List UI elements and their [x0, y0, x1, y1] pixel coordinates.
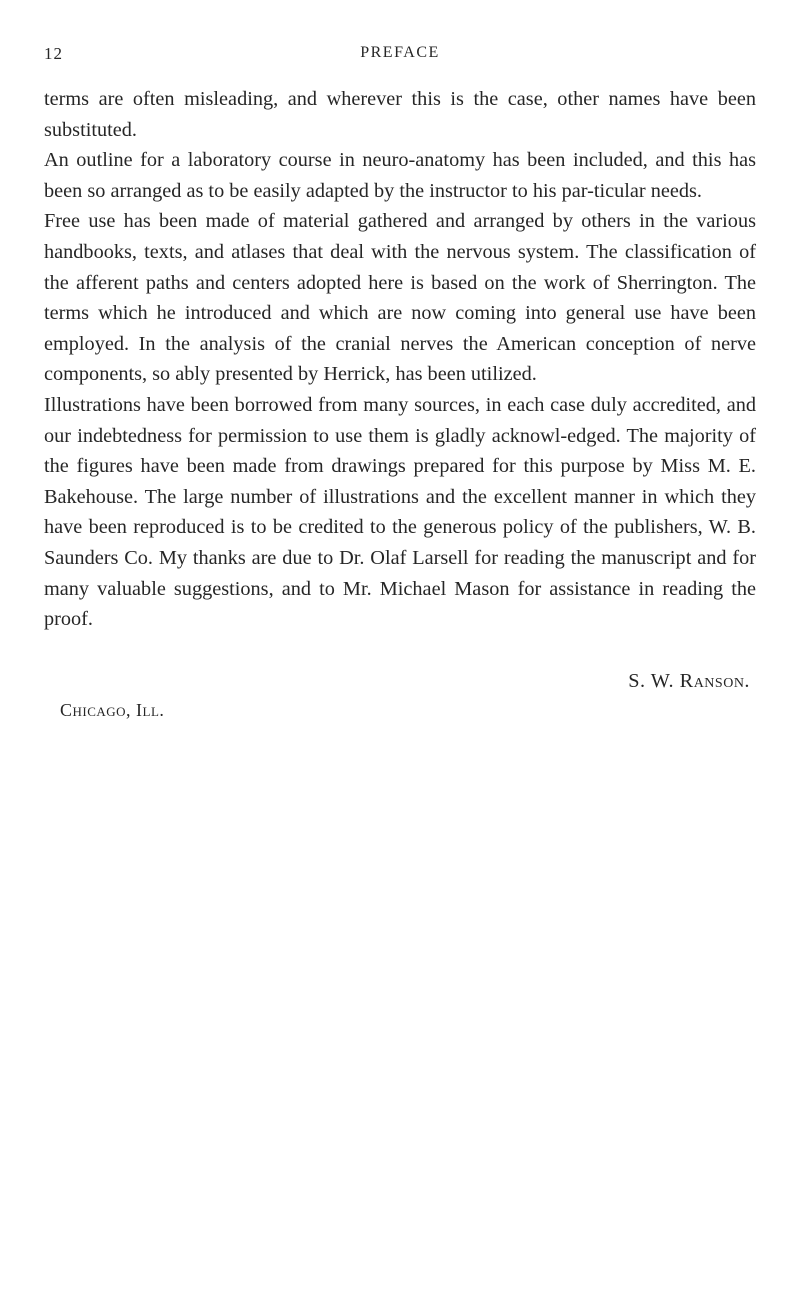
paragraph-laboratory-course: An outline for a laboratory course in neuro-anatomy has been included, and this has been so arranged as to be easily adapted by the instructor to his par-ticular needs. [44, 149, 756, 202]
paragraph-illustrations: Illustrations have been borrowed from many sources, in each case duly accredited, and our indebtedness for permission to use them is gladly acknowl-edged. The majority of the figures have been made from drawings prepared for this purpose by Miss M. E. Bakehouse. The large number of illustrations and the excellent manner in which they have been reproduced is to be credited to the generous policy of the publishers, W. B. Saunders Co. My thanks are due to Dr. Olaf Larsell for reading the manuscript and for many valuable suggestions, and to Mr. Michael Mason for assistance in reading the proof. [44, 393, 756, 631]
paragraph-sources: Free use has been made of material gathered and arranged by others in the various handbooks, texts, and atlases that deal with the nervous system. The classification of the afferent paths and centers adopted here is based on the work of Sherrington. The terms which he introduced and which are now coming into general use have been employed. In the analysis of the cranial nerves the American conception of nerve components, so ably presented by Herrick, has been utilized. [44, 210, 756, 386]
author-signature [628, 670, 750, 693]
signature-surname: Ranson. [679, 670, 750, 692]
signature-initials: S. W. [628, 670, 675, 692]
paragraph-continued: terms are often misleading, and wherever this is the case, other names have been substituted. [44, 88, 756, 141]
place-line: Chicago, Ill. [60, 700, 165, 720]
running-title: PREFACE [360, 44, 440, 61]
running-head [44, 44, 756, 68]
preface-body [44, 84, 756, 635]
page-number: 12 [44, 44, 63, 63]
